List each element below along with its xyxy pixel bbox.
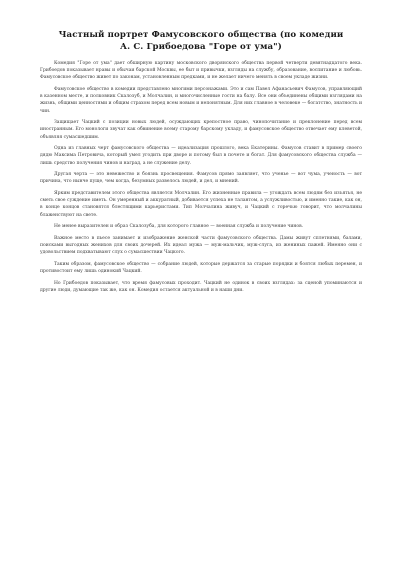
paragraph: Ярким представителем этого общества является Молчалин. Его жизненные правила — угождать всем людям без изъятья, не сметь свое суждение иметь. Он умеренный и аккуратный, добивается успеха не талантом, а услужливостью, и именно такие, как он, в конце концов становятся блестящими карьеристами. Тип Молчалина живуч, и Чацкий с горечью говорит, что молчалины блаженствуют на свете.: [40, 191, 362, 218]
paragraph: Комедия "Горе от ума" дает обширную картину московского дворянского общества первой четверти девятнадцатого века. Грибоедов показывает нравы и обычаи барской Москвы, ее быт и привычки, взгляды на службу, образование, воспитание и любовь. Фамусовское общество живет по законам, установленным предками, и не желает ничего менять в своем укладе жизни.: [40, 61, 362, 81]
paragraph: Другая черта — это невежество и боязнь просвещения. Фамусов прямо заявляет, что ученье — вот чума, ученость — вот причина, что нынче пуще, чем когда, безумных развелось людей, и дел, и мнений.: [40, 172, 362, 185]
paragraph: Таким образом, фамусовское общество — собрание людей, которые держатся за старые порядки и боятся любых перемен, и противостоит ему лишь одинокий Чацкий.: [40, 261, 362, 274]
paragraph: Не менее выразителен и образ Скалозуба, для которого главное — военная служба и получение чинов.: [54, 224, 304, 230]
title-line-1: Частный портрет Фамусовского общества (по комедии: [58, 30, 344, 40]
document-title: [40, 30, 362, 53]
title-line-2: А. С. Грибоедова "Горе от ума"): [120, 41, 282, 52]
paragraph: Одна из главных черт фамусовского общества — идеализация прошлого, века Екатерины. Фамусов ставит в пример своего дядю Максима Петровича, который умел угодить при дворе и потому был в почете и богат. Для фамусовского общества служба — лишь средство получения чинов и наград, а не служение делу.: [40, 146, 362, 166]
paragraph: Важное место в пьесе занимает и изображение женской части фамусовского общества. Дамы живут сплетнями, балами, поисками выгодных женихов для своих дочерей. Их идеал мужа — муж-мальчик, муж-слуга, из жениных пажей. Именно они с удовольствием подхватывают слух о сумасшествии Чацкого.: [40, 235, 362, 256]
paragraph: Но Грибоедов показывает, что время фамусовых проходит. Чацкий не одинок в своих взглядах: за сценой упоминаются и другие люди, думающие так же, как он. Комедия остается актуальной и в наши дни.: [40, 280, 362, 293]
paragraph: Защищает Чацкий с позиции новых людей, осуждающих крепостное право, чинопочитание и преклонение перед всем иностранным. Его монологи звучат как обвинение всему старому барскому укладу, и фамусовское общество отвечает ему клеветой, объявляя сумасшедшим.: [40, 120, 362, 140]
paragraph: Фамусовское общество в комедии представлено многими персонажами. Это и сам Павел Афанасьевич Фамусов, управляющий в казенном месте, и полковник Скалозуб, и Молчалин, и многочисленные гости на балу. Все они объединены общими взглядами на жизнь, общими ценностями и общим страхом перед всем новым и непонятным. Для них главное в человеке — богатство, знатность и чин.: [40, 87, 362, 114]
